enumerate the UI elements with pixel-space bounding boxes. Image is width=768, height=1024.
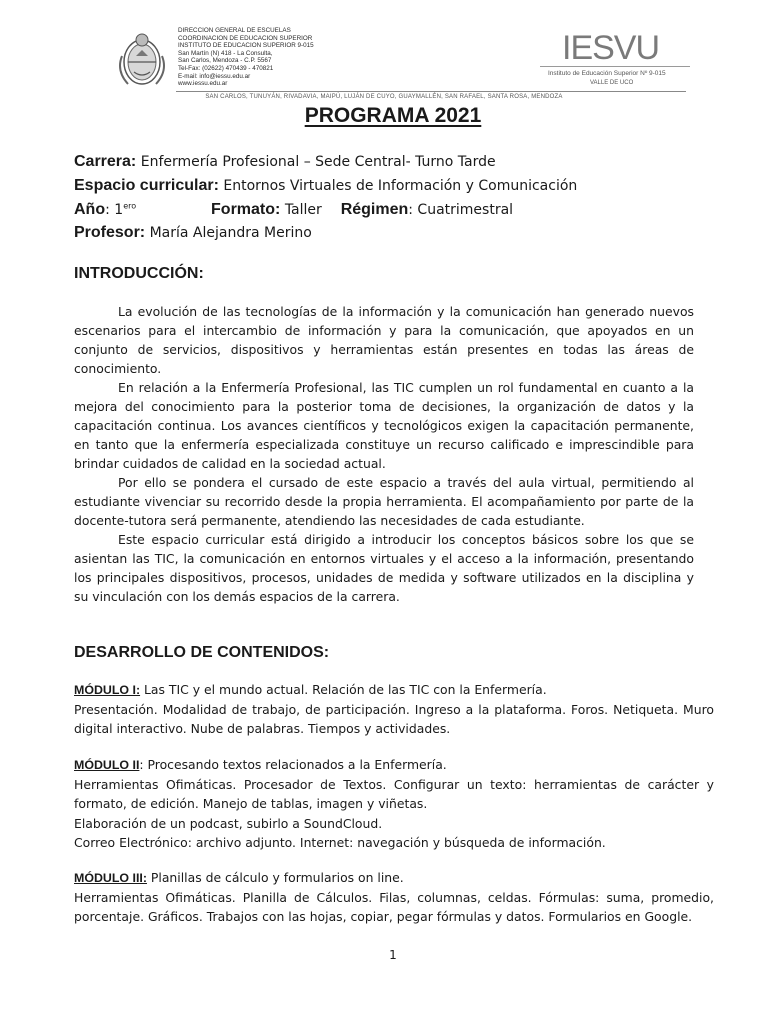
module-title: : Procesando textos relacionados a la Enfermería. bbox=[139, 757, 447, 772]
institution-line: COORDINACION DE EDUCACION SUPERIOR bbox=[178, 34, 313, 42]
module-body: Herramientas Ofimáticas. Procesador de Textos. Configurar un texto: herramientas de carácter y formato, de edición. Manejo de tablas, imagen y viñetas. bbox=[74, 777, 714, 812]
anio-sup: ero bbox=[123, 201, 137, 211]
intro-paragraph-text: Por ello se pondera el cursado de este espacio a través del aula virtual, permitiendo al estudiante vivenciar su recorrido desde la propia herramienta. El acompañamiento por parte de la docente-tutora será permanente, atendiendo las necesidades de cada estudiante. bbox=[74, 475, 694, 528]
logo-region: VALLE DE UCO bbox=[590, 80, 634, 86]
profesor-value: María Alejandra Merino bbox=[149, 225, 312, 241]
logo-text: IESVU bbox=[562, 29, 660, 67]
institution-line: E-mail: info@iessu.edu.ar bbox=[178, 72, 251, 80]
module-2 bbox=[74, 755, 714, 852]
iesvu-logo bbox=[562, 28, 682, 68]
module-label: MÓDULO II bbox=[74, 758, 140, 772]
profesor-row bbox=[74, 224, 312, 242]
regimen-value: : Cuatrimestral bbox=[408, 202, 514, 218]
intro-paragraph bbox=[74, 530, 694, 606]
module-extra-line: Correo Electrónico: archivo adjunto. Internet: navegación y búsqueda de información. bbox=[74, 834, 606, 850]
module-title: Planillas de cálculo y formularios on line. bbox=[146, 870, 404, 885]
carrera-value: Enfermería Profesional – Sede Central- Turno Tarde bbox=[140, 154, 496, 170]
module-extra-line: Elaboración de un podcast, subirlo a SoundCloud. bbox=[74, 815, 383, 831]
intro-paragraph bbox=[74, 473, 694, 530]
module-1 bbox=[74, 680, 714, 739]
towns-line: SAN CARLOS, TUNUYÁN, RIVADAVIA, MAIPÚ, LUJÁN DE CUYO, GUAYMALLÉN, SAN RAFAEL, SANTA ROSA, MENDOZA bbox=[205, 94, 563, 100]
mendoza-seal-icon bbox=[112, 26, 172, 96]
formato-label: Formato: bbox=[211, 201, 281, 218]
formato-value: Taller bbox=[284, 202, 322, 218]
institution-address bbox=[178, 27, 314, 88]
header-rule bbox=[176, 91, 686, 92]
module-title: Las TIC y el mundo actual. Relación de las TIC con la Enfermería. bbox=[140, 682, 547, 697]
intro-paragraph-text: La evolución de las tecnologías de la información y la comunicación han generado nuevos escenarios para el intercambio de información y para la comunicación, que apoyados en un conjunto de servicios, dispositivos y herramientas están presentes en todas las áreas de conocimiento. bbox=[74, 304, 694, 376]
institution-line: INSTITUTO DE EDUCACION SUPERIOR 9-015 bbox=[178, 42, 314, 50]
carrera-row bbox=[74, 153, 496, 171]
module-label: MÓDULO I: bbox=[74, 683, 141, 697]
intro-paragraph bbox=[74, 378, 694, 473]
anio-row bbox=[74, 201, 513, 219]
contents-heading: DESARROLLO DE CONTENIDOS: bbox=[74, 644, 330, 661]
intro-paragraph bbox=[74, 302, 694, 378]
institution-line: San Martín (N) 418 - La Consulta, bbox=[178, 49, 273, 57]
institution-line: Tel-Fax: (02622) 470439 - 470821 bbox=[178, 64, 274, 72]
carrera-label: Carrera: bbox=[74, 153, 137, 170]
institution-line: www.iessu.edu.ar bbox=[178, 80, 228, 88]
logo-subtitle: Instituto de Educación Superior Nº 9-015 bbox=[548, 70, 666, 77]
regimen-label: Régimen bbox=[340, 201, 409, 218]
module-3 bbox=[74, 868, 714, 927]
module-body: Presentación. Modalidad de trabajo, de participación. Ingreso a la plataforma. Foros. Netiqueta. Muro digital interactivo. Nube de palabras. Tiempos y actividades. bbox=[74, 702, 714, 737]
module-body: Herramientas Ofimáticas. Planilla de Cálculos. Filas, columnas, celdas. Fórmulas: suma, promedio, porcentaje. Gráficos. Trabajos con las hojas, copiar, pegar fórmulas y datos. Formularios en Google. bbox=[74, 890, 714, 925]
module-label: MÓDULO III: bbox=[74, 871, 147, 885]
letterhead bbox=[0, 0, 768, 102]
intro-paragraph-text: Este espacio curricular está dirigido a introducir los conceptos básicos sobre los que se asientan las TIC, la comunicación en entornos virtuales y el acceso a la información, presentando los principales dispositivos, procesos, unidades de medida y software utilizados en la disciplina y su vinculación con los demás espacios de la carrera. bbox=[74, 532, 694, 604]
espacio-label: Espacio curricular: bbox=[74, 177, 219, 194]
intro-body bbox=[74, 302, 694, 606]
intro-heading: INTRODUCCIÓN: bbox=[74, 265, 204, 282]
anio-value: : 1 bbox=[105, 202, 124, 218]
institution-line: San Carlos, Mendoza - C.P. 5567 bbox=[178, 57, 272, 65]
page-title: PROGRAMA 2021 bbox=[304, 104, 482, 127]
page-number: 1 bbox=[389, 948, 397, 962]
espacio-value: Entornos Virtuales de Información y Comunicación bbox=[223, 178, 578, 194]
espacio-row bbox=[74, 177, 577, 195]
anio-label: Año bbox=[74, 201, 106, 218]
intro-paragraph-text: En relación a la Enfermería Profesional, las TIC cumplen un rol fundamental en cuanto a la mejora del conocimiento para la posterior toma de decisiones, la organización de datos y la capacitación continua. Los avances científicos y tecnológicos exigen la capacitación permanente, en tanto que la enfermería especializada constituye un recurso calificado e imprescindible para brindar cuidados de calidad en la sociedad actual. bbox=[74, 380, 694, 471]
profesor-label: Profesor: bbox=[74, 224, 146, 241]
institution-line: DIRECCION GENERAL DE ESCUELAS bbox=[178, 27, 291, 34]
